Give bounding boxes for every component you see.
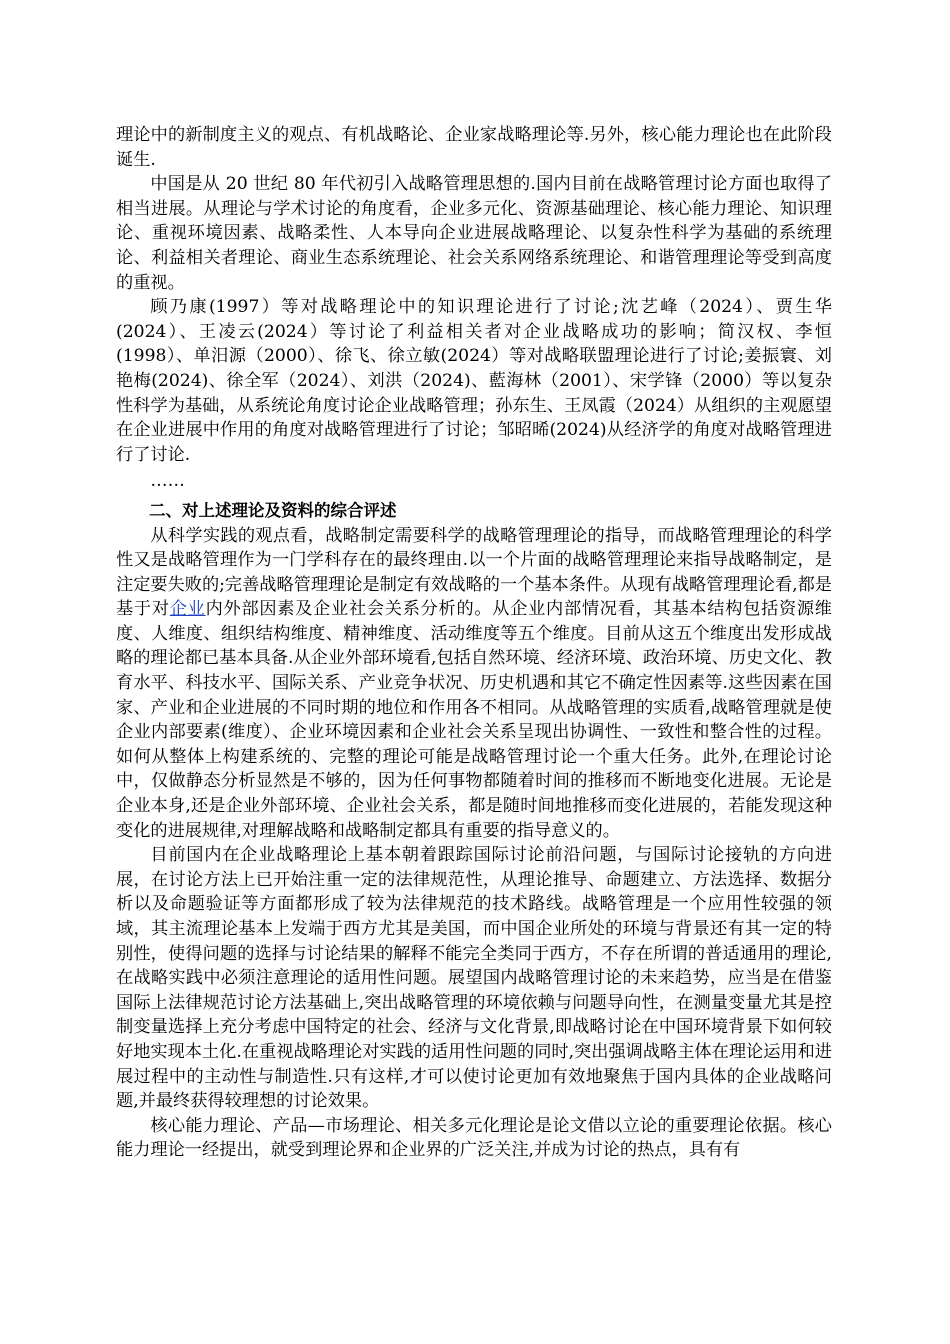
document-page — [116, 123, 832, 1163]
review-text-before-link: 从科学实践的观点看，战略制定需要科学的战略管理理论的指导，而战略管理理论的科学性又是战略管理作为一门学科存在的最终理由.以一个片面的战略管理理论来指导战略制定，是注定要失败的;完善战略管理理论是制定有效战略的一个基本条件。从现有战略管理理论看,都是基于对 — [116, 525, 832, 620]
enterprise-link[interactable]: 企业 — [169, 599, 206, 620]
review-text-after-link: 内外部因素及企业社会关系分析的。从企业内部情况看，其基本结构包括资源维度、人维度、组织结构维度、精神维度、活动维度等五个维度。目前从这五个维度出发形成战略的理论都已基本具备.从企业外部环境看,包括自然环境、经济环境、政治环境、历史文化、教育水平、科技水平、国际关系、产业竞争状况、历史机遇和其它不确定性因素等.这些因素在国家、产业和企业进展的不同时期的地位和作用各不相同。从战略管理的实质看,战略管理就是使企业内部要素(维度）、企业环境因素和企业社会关系呈现出协调性、一致性和整合性的过程。如何从整体上构建系统的、完整的理论可能是战略管理讨论一个重大任务。此外,在理论讨论中，仅做静态分析显然是不够的，因为任何事物都随着时间的推移而不断地变化进展。无论是企业本身,还是企业外部环境、企业社会关系，都是随时间地推移而变化进展的，若能发现这种变化的进展规律,对理解战略和战略制定都具有重要的指导意义的。 — [116, 599, 832, 841]
paragraph-domestic-trend: 目前国内在企业战略理论上基本朝着跟踪国际讨论前沿问题，与国际讨论接轨的方向进展，在讨论方法上已开始注重一定的法律规范性，从理论推导、命题建立、方法选择、数据分析以及命题验证等方面都形成了较为法律规范的技术路线。战略管理是一个应用性较强的领域，其主流理论基本上发端于西方尤其是美国，而中国企业所处的环境与背景还有其一定的特别性，使得问题的选择与讨论结果的解释不能完全类同于西方，不存在所谓的普适通用的理论,在战略实践中必须注意理论的适用性问题。展望国内战略管理讨论的未来趋势，应当是在借鉴国际上法律规范讨论方法基础上,突出战略管理的环境依赖与问题导向性，在测量变量尤其是控制变量选择上充分考虑中国特定的社会、经济与文化背景,即战略讨论在中国环境背景下如何较好地实现本土化.在重视战略理论对实践的适用性问题的同时,突出强调战略主体在理论运用和进展过程中的主动性与制造性.只有这样,才可以使讨论更加有效地聚焦于国内具体的企业战略问题,并最终获得较理想的讨论效果。 — [116, 845, 832, 1112]
paragraph-continuation: 理论中的新制度主义的观点、有机战略论、企业家战略理论等.另外，核心能力理论也在此阶段诞生. — [116, 125, 832, 170]
section-heading: 二、对上述理论及资料的综合评述 — [149, 500, 397, 520]
ellipsis-separator: …… — [150, 471, 185, 492]
paragraph-core-competence: 核心能力理论、产品—市场理论、相关多元化理论是论文借以立论的重要理论依据。核心能力理论一经提出，就受到理论界和企业界的广泛关注,并成为讨论的热点，具有有 — [116, 1115, 832, 1161]
paragraph-literature-citations: 顾乃康(1997）等对战略理论中的知识理论进行了讨论;沈艺峰（2024）、贾生华(2024）、王凌云(2024）等讨论了利益相关者对企业战略成功的影响；简汉权、李恒(1998）、单汨源（2000）、徐飞、徐立敏(2024）等对战略联盟理论进行了讨论;姜振寰、刘艳梅(2024)、徐全军（2024）、刘洪（2024)、藍海林（2001）、宋学锋（2000）等以复杂性科学为基础，从系统论角度讨论企业战略管理；孙东生、王凤霞（2024）从组织的主观愿望在企业进展中作用的角度对战略管理进行了讨论；邹昭晞(2024)从经济学的角度对战略管理进行了讨论. — [116, 297, 832, 465]
paragraph-china-strategy-intro: 中国是从 20 世纪 80 年代初引入战略管理思想的.国内目前在战略管理讨论方面也取得了相当进展。从理论与学术讨论的角度看，企业多元化、资源基础理论、核心能力理论、知识理论、重视环境因素、战略柔性、人本导向企业进展战略理论、以复杂性科学为基础的系统理论、利益相关者理论、商业生态系统理论、社会关系网络系统理论、和谐管理理论等受到高度的重视。 — [116, 174, 832, 293]
paragraph-review — [116, 524, 832, 844]
